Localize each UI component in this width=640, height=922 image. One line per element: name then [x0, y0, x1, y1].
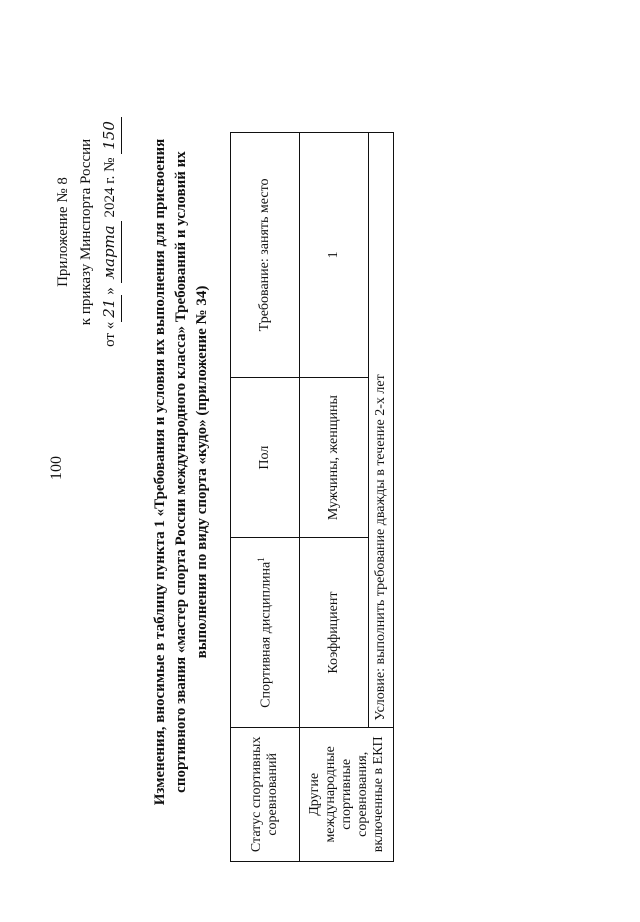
handwritten-month: марта [98, 221, 122, 283]
page-number: 100 [48, 456, 65, 480]
cell-status: Другие международные спортивные соревнования, включенные в ЕКП [300, 727, 394, 861]
title-line-1: Изменения, вносимые в таблицу пункта 1 «Требования и условия их выполнения для присвоения [152, 138, 168, 806]
annex-date-line [98, 102, 122, 362]
year-part: 2024 г. № [102, 157, 118, 218]
header-discipline-label: Спортивная дисциплина [258, 561, 274, 708]
cell-discipline: Коэффициент [300, 538, 369, 727]
cell-condition: Условие: выполнить требование дважды в течение 2-х лет [369, 133, 394, 728]
cell-sex: Мужчины, женщины [300, 377, 369, 538]
annex-block [52, 102, 122, 362]
date-prefix: от « [102, 321, 118, 347]
requirements-table [230, 132, 394, 862]
header-requirement: Требование: занять место [231, 133, 300, 378]
annex-order-ref: к приказу Минспорта России [78, 138, 94, 326]
handwritten-number: 150 [98, 117, 122, 154]
title-line-2: спортивного звания «мастер спорта России международного класса» Требований и условий их [173, 151, 189, 793]
cell-requirement: 1 [300, 133, 369, 378]
header-discipline [231, 538, 300, 727]
header-status: Статус спортивных соревнований [231, 727, 300, 861]
footnote-marker: 1 [255, 557, 266, 562]
handwritten-day: 21 [98, 295, 122, 322]
annex-title: Приложение № 8 [55, 177, 71, 287]
header-sex: Пол [231, 377, 300, 538]
date-mid: » [102, 287, 118, 295]
table-row [300, 133, 369, 862]
document-title [150, 92, 213, 852]
table-header-row [231, 133, 300, 862]
title-line-3: выполнения по виду спорта «кудо» (приложение № 34) [194, 285, 210, 659]
